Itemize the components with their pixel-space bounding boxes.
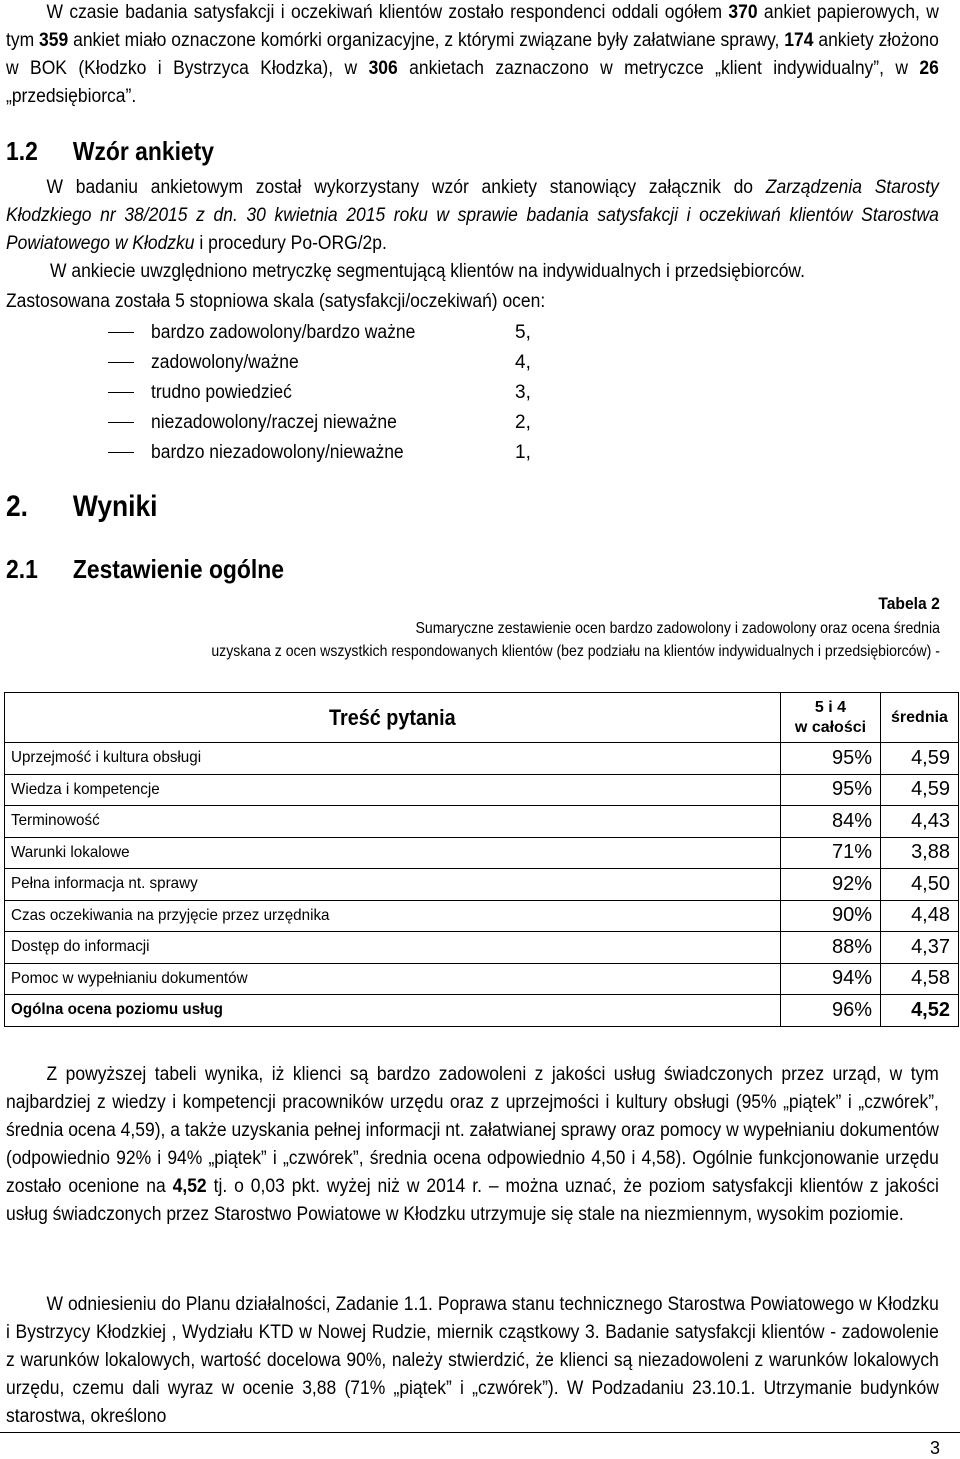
dash-bullet bbox=[108, 392, 134, 393]
intro-paragraph: W czasie badania satysfakcji i oczekiwań klientów zostało respondenci oddali ogółem 370 ankiet papierowych, w tym 359 ankiet miało oznaczone komórki organizacyjne, z którymi związane były załatwiane sprawy, 174 ankiety złożono w BOK (Kłodzko i Bystrzyca Kłodzka), w 306 ankietach zaznaczono w metryczce „klient indywidualny”, w 26 „przedsiębiorca”. bbox=[6, 2, 939, 107]
header-average: średnia bbox=[881, 693, 959, 743]
table-row: Uprzejmość i kultura obsługi 95% 4,59 bbox=[5, 743, 959, 775]
table-row: Terminowość 84% 4,43 bbox=[5, 806, 959, 838]
section-heading-2-1: 2.1 Zestawienie ogólne bbox=[6, 554, 284, 584]
table-header-row bbox=[5, 693, 959, 743]
table-row: Dostęp do informacji 88% 4,37 bbox=[5, 932, 959, 964]
page-number: 3 bbox=[929, 1438, 940, 1458]
template-paragraph: W badaniu ankietowym został wykorzystany wzór ankiety stanowiący załącznik do Zarządzenia Starosty Kłodzkiego nr 38/2015 z dn. 30 kwietnia 2015 roku w sprawie badania satysfakcji i oczekiwań klientów Starostwa Powiatowego w Kłodzku i procedury Po-ORG/2p. bbox=[6, 177, 939, 254]
metryczka-paragraph: W ankiecie uwzględniono metryczkę segmentującą klientów na indywidualnych i przedsiębiorców. bbox=[50, 261, 805, 282]
header-question: Treść pytania bbox=[5, 693, 781, 743]
summary-table bbox=[4, 692, 959, 1027]
table-row: Czas oczekiwania na przyjęcie przez urzędnika 90% 4,48 bbox=[5, 900, 959, 932]
table-total-row: Ogólna ocena poziomu usług 96% 4,52 bbox=[5, 995, 959, 1027]
table-row: Warunki lokalowe 71% 3,88 bbox=[5, 837, 959, 869]
table-row: Pomoc w wypełnianiu dokumentów 94% 4,58 bbox=[5, 963, 959, 995]
footer-divider bbox=[0, 1432, 960, 1433]
section-heading-1-2: 1.2 Wzór ankiety bbox=[6, 136, 215, 166]
scale-intro: Zastosowana została 5 stopniowa skala (satysfakcji/oczekiwań) ocen: bbox=[6, 291, 546, 312]
conclusion-paragraph: Z powyższej tabeli wynika, iż klienci są bardzo zadowoleni z jakości usług świadczonych przez urząd, w tym najbardziej z wiedzy i kompetencji pracowników urzędu oraz z uprzejmości i kultury obsługi (95% „piątek” i „czwórek”, średnia ocena 4,59), a także uzyskania pełnej informacji nt. załatwianej sprawy oraz pomocy w wypełnianiu dokumentów (odpowiednio 92% i 94% „piątek” i „czwórek”, średnia ocena odpowiednio 4,50 i 4,58). Ogólnie funkcjonowanie urzędu zostało ocenione na 4,52 tj. o 0,03 pkt. wyżej niż w 2014 r. – można uznać, że poziom satysfakcji klientów z jakości usług świadczonych przez Starostwo Powiatowe w Kłodzku utrzymuje się stale na niezmiennym, wysokim poziomie. bbox=[6, 1064, 939, 1225]
section-heading-2: 2. Wyniki bbox=[6, 490, 158, 523]
table-description-line-1: Sumaryczne zestawienie ocen bardzo zadowolony i zadowolony oraz ocena średnia bbox=[415, 620, 940, 637]
plan-paragraph: W odniesieniu do Planu działalności, Zadanie 1.1. Poprawa stanu technicznego Starostwa Powiatowego w Kłodzku i Bystrzycy Kłodzkiej , Wydziału KTD w Nowej Rudzie, miernik cząstkowy 3. Badanie satysfakcji klientów - zadowolenie z warunków lokalowych, wartość docelowa 90%, należy stwierdzić, że klienci są niezadowoleni z warunków lokalowych urzędu, czemu dali wyraz w ocenie 3,88 (71% „piątek” i „czwórek”). W Podzadaniu 23.10.1. Utrzymanie budynków starostwa, określono bbox=[6, 1294, 939, 1427]
table-row: Wiedza i kompetencje 95% 4,59 bbox=[5, 774, 959, 806]
table-row: Pełna informacja nt. sprawy 92% 4,50 bbox=[5, 869, 959, 901]
table-description-line-2: uzyskana z ocen wszystkich respondowanych klientów (bez podziału na klientów indywidualnych i przedsiębiorców) - bbox=[211, 643, 940, 660]
dash-bullet bbox=[108, 422, 134, 423]
header-percent: 5 i 4 w całości bbox=[781, 693, 881, 743]
dash-bullet bbox=[108, 452, 134, 453]
dash-bullet bbox=[108, 362, 134, 363]
dash-bullet bbox=[108, 332, 134, 333]
table-caption: Tabela 2 bbox=[878, 594, 940, 613]
